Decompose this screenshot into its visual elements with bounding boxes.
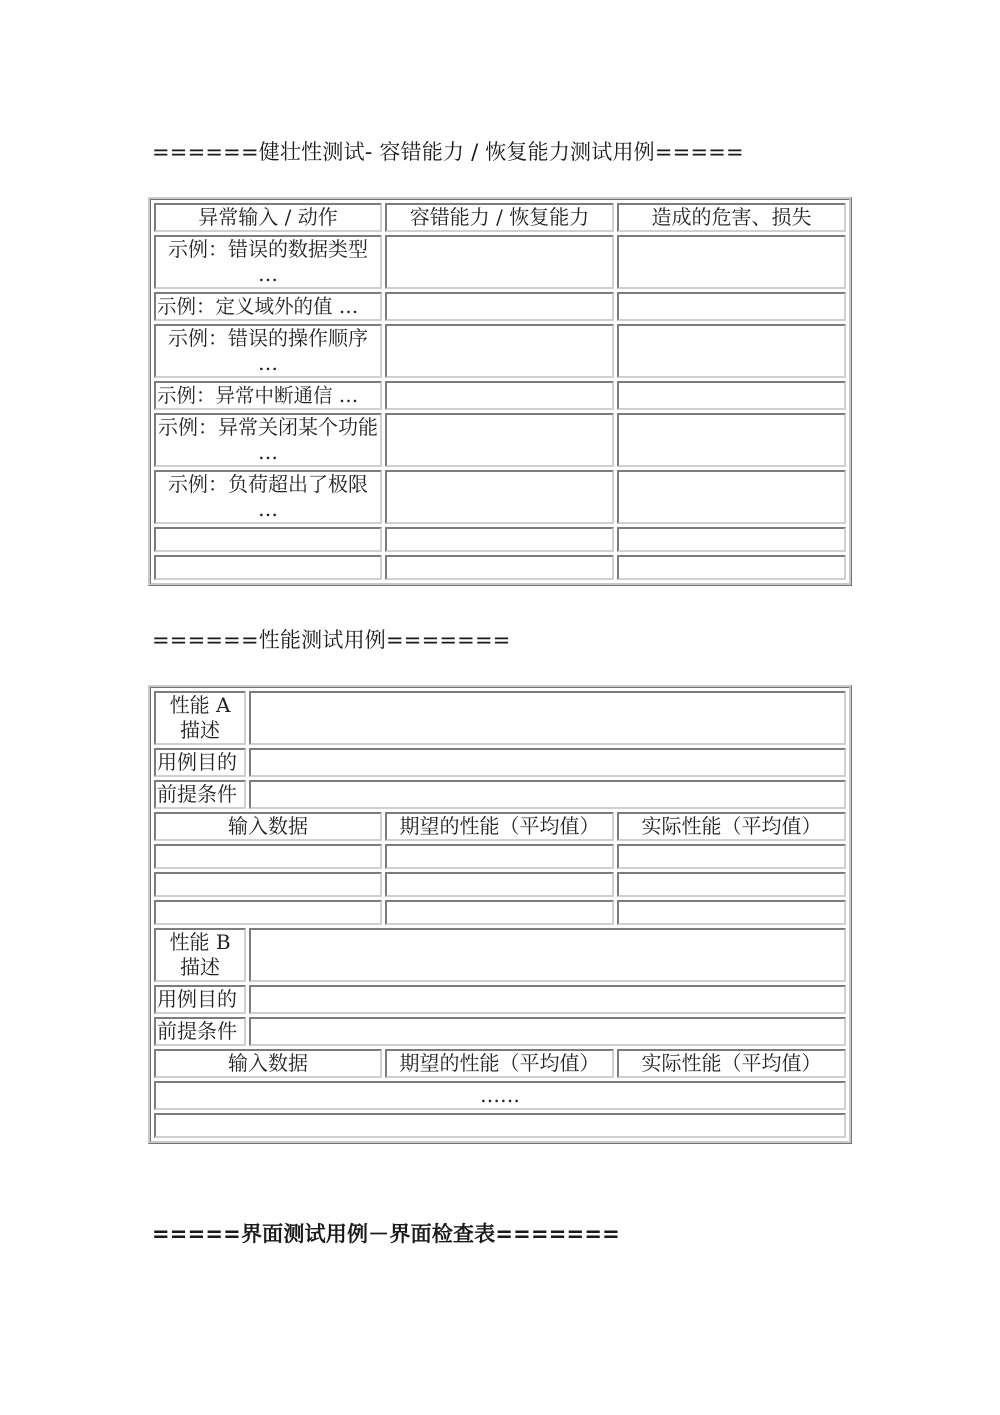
purpose-row — [154, 748, 846, 777]
actual-performance-cell[interactable] — [617, 844, 846, 869]
precondition-value[interactable] — [249, 1017, 846, 1046]
table-row — [154, 527, 846, 552]
performance-section-title: ======性能测试用例======= — [152, 628, 511, 652]
purpose-label: 用例目的 — [154, 985, 246, 1014]
purpose-row — [154, 985, 846, 1014]
tolerance-cell[interactable] — [385, 381, 614, 410]
precondition-label: 前提条件 — [154, 1017, 246, 1046]
abnormal-input-cell[interactable] — [154, 527, 382, 552]
tolerance-cell[interactable] — [385, 527, 614, 552]
empty-cell[interactable] — [154, 1113, 846, 1138]
purpose-value[interactable] — [249, 985, 846, 1014]
abnormal-input-cell: 示例：错误的操作顺序 … — [154, 324, 382, 378]
robustness-section-title: ======健壮性测试- 容错能力 / 恢复能力测试用例===== — [152, 140, 744, 164]
tolerance-cell[interactable] — [385, 235, 614, 289]
table-row — [154, 844, 846, 869]
table-header-row — [154, 1049, 846, 1078]
abnormal-input-cell[interactable] — [154, 555, 382, 580]
performance-b-description-row — [154, 928, 846, 982]
precondition-row — [154, 1017, 846, 1046]
table-row — [154, 555, 846, 580]
damage-cell[interactable] — [617, 413, 846, 467]
column-header: 造成的危害、损失 — [617, 203, 846, 232]
damage-cell[interactable] — [617, 527, 846, 552]
table-row — [154, 381, 846, 410]
damage-cell[interactable] — [617, 235, 846, 289]
actual-performance-cell[interactable] — [617, 872, 846, 897]
robustness-table — [148, 197, 852, 586]
table-header-row — [154, 203, 846, 232]
description-value[interactable] — [249, 691, 846, 745]
tolerance-cell[interactable] — [385, 470, 614, 524]
damage-cell[interactable] — [617, 555, 846, 580]
abnormal-input-cell: 示例：错误的数据类型 … — [154, 235, 382, 289]
damage-cell[interactable] — [617, 381, 846, 410]
expected-performance-cell[interactable] — [385, 872, 614, 897]
purpose-value[interactable] — [249, 748, 846, 777]
tolerance-cell[interactable] — [385, 292, 614, 321]
purpose-label: 用例目的 — [154, 748, 246, 777]
abnormal-input-cell: 示例：负荷超出了极限 … — [154, 470, 382, 524]
table-row — [154, 470, 846, 524]
damage-cell[interactable] — [617, 292, 846, 321]
table-row — [154, 1113, 846, 1138]
precondition-row — [154, 780, 846, 809]
description-label: 性能 B 描述 — [154, 928, 246, 982]
column-header: 输入数据 — [154, 812, 382, 841]
abnormal-input-cell: 示例：定义域外的值 … — [154, 292, 382, 321]
precondition-label: 前提条件 — [154, 780, 246, 809]
interface-section-title: =====界面测试用例－界面检查表======= — [152, 1222, 620, 1246]
table-row — [154, 324, 846, 378]
column-header: 期望的性能（平均值） — [385, 1049, 614, 1078]
input-data-cell[interactable] — [154, 844, 382, 869]
column-header: 实际性能（平均值） — [617, 812, 846, 841]
table-header-row — [154, 812, 846, 841]
precondition-value[interactable] — [249, 780, 846, 809]
damage-cell[interactable] — [617, 470, 846, 524]
damage-cell[interactable] — [617, 324, 846, 378]
table-row — [154, 292, 846, 321]
expected-performance-cell[interactable] — [385, 844, 614, 869]
input-data-cell[interactable] — [154, 872, 382, 897]
tolerance-cell[interactable] — [385, 324, 614, 378]
continuation-row — [154, 1081, 846, 1110]
column-header: 容错能力 / 恢复能力 — [385, 203, 614, 232]
performance-a-description-row — [154, 691, 846, 745]
column-header: 异常输入 / 动作 — [154, 203, 382, 232]
continuation-ellipsis: …… — [154, 1081, 846, 1110]
column-header: 实际性能（平均值） — [617, 1049, 846, 1078]
column-header: 期望的性能（平均值） — [385, 812, 614, 841]
actual-performance-cell[interactable] — [617, 900, 846, 925]
performance-table — [148, 685, 852, 1144]
table-row — [154, 872, 846, 897]
description-label: 性能 A 描述 — [154, 691, 246, 745]
input-data-cell[interactable] — [154, 900, 382, 925]
tolerance-cell[interactable] — [385, 555, 614, 580]
table-row — [154, 413, 846, 467]
abnormal-input-cell: 示例：异常中断通信 … — [154, 381, 382, 410]
table-row — [154, 900, 846, 925]
column-header: 输入数据 — [154, 1049, 382, 1078]
table-row — [154, 235, 846, 289]
expected-performance-cell[interactable] — [385, 900, 614, 925]
description-value[interactable] — [249, 928, 846, 982]
abnormal-input-cell: 示例：异常关闭某个功能 … — [154, 413, 382, 467]
tolerance-cell[interactable] — [385, 413, 614, 467]
